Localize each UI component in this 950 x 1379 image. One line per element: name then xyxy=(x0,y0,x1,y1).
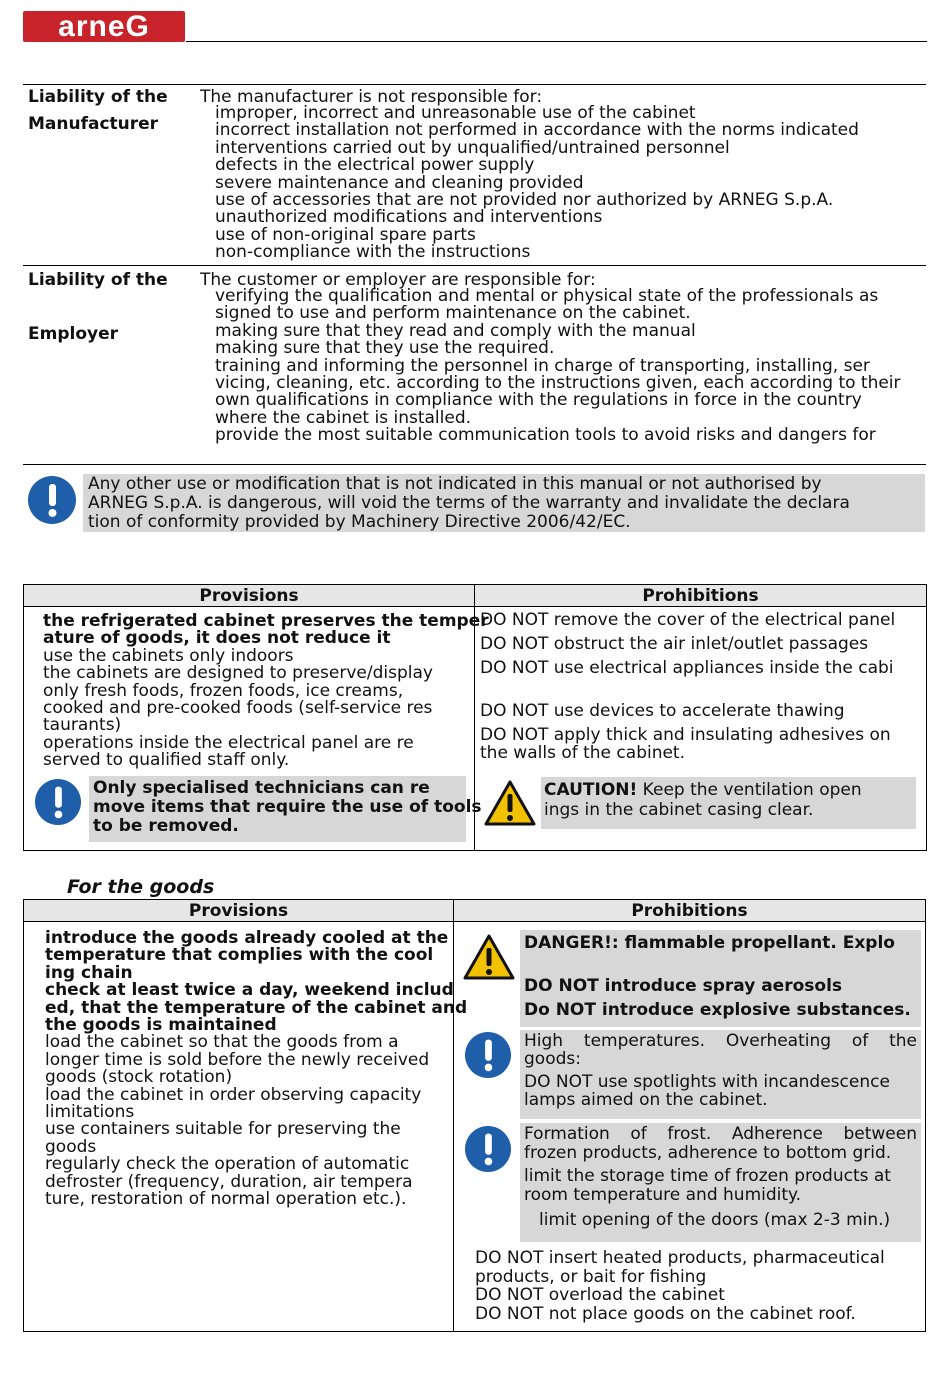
frost-line4: room temperature and humidity. xyxy=(524,1184,802,1205)
exclamation-circle-icon xyxy=(28,476,76,524)
frost-box xyxy=(520,1123,921,1242)
list-item: load the cabinet so that the goods from a xyxy=(45,1032,399,1053)
column-header-provisions: Provisions xyxy=(24,900,454,922)
goods-provisions-cell xyxy=(24,922,468,1332)
list-item: introduce the goods already cooled at the xyxy=(45,928,449,948)
caution-text-line2: ings in the cabinet casing clear. xyxy=(544,800,814,820)
frost-line2: frozen products, adherence to bottom grid. xyxy=(524,1142,892,1163)
list-item: severe maintenance and cleaning provided xyxy=(215,172,584,193)
frost-line3: limit the storage time of frozen products at xyxy=(524,1166,891,1186)
list-item: regularly check the operation of automatic xyxy=(45,1154,410,1175)
list-item: temperature that complies with the cool xyxy=(45,945,434,966)
list-item: move items that require the use of tools xyxy=(93,797,482,817)
exclamation-circle-icon xyxy=(465,1032,511,1078)
provisions-bold-list xyxy=(43,611,489,649)
list-item: DO NOT use devices to accelerate thawing xyxy=(480,701,845,721)
list-item: longer time is sold before the newly received xyxy=(45,1049,430,1070)
heat-line4: lamps aimed on the cabinet. xyxy=(524,1090,768,1110)
list-item: DO NOT not place goods on the cabinet roof. xyxy=(475,1303,856,1324)
list-item: use of non-original spare parts xyxy=(215,224,476,245)
manufacturer-label xyxy=(28,84,198,138)
exclamation-circle-icon xyxy=(35,779,81,825)
list-item: taurants) xyxy=(43,715,122,736)
danger-text xyxy=(520,930,921,1020)
list-item: own qualifications in compliance with the regulations in force in the country xyxy=(215,390,862,411)
technician-note-box xyxy=(89,776,482,842)
list-item: interventions carried out by unqualified/untrained personnel xyxy=(215,137,730,158)
danger-line2: DO NOT introduce spray aerosols xyxy=(524,976,843,996)
danger-box xyxy=(520,930,921,1027)
arneg-logo xyxy=(23,11,185,42)
employer-lead: The customer or employer are responsible for: xyxy=(200,270,596,290)
list-item: served to qualified staff only. xyxy=(43,750,290,771)
warning-triangle-icon xyxy=(462,933,516,981)
goods-table xyxy=(23,899,926,1332)
list-item: defroster (frequency, duration, air tempera xyxy=(45,1171,413,1192)
list-item: tion of conformity provided by Machinery Directive 2006/42/EC. xyxy=(88,512,631,532)
list-item: incorrect installation not performed in accordance with the norms indicated xyxy=(215,120,859,141)
column-header-prohibitions: Prohibitions xyxy=(454,900,926,922)
list-item: DO NOT use electrical appliances inside the cabi xyxy=(480,658,894,678)
list-item: non-compliance with the instructions xyxy=(215,242,531,263)
list-item: operations inside the electrical panel are re xyxy=(43,732,414,753)
list-item: ture, restoration of normal operation etc.). xyxy=(45,1189,407,1210)
manufacturer-list xyxy=(215,105,927,262)
employer-label-line1: Liability of the xyxy=(28,270,168,290)
list-item: ed, that the temperature of the cabinet and xyxy=(45,997,468,1018)
list-item: use the cabinets only indoors xyxy=(43,645,294,666)
provisions-regular-list xyxy=(43,645,471,771)
list-item: DO NOT obstruct the air inlet/outlet passages xyxy=(480,634,869,654)
list-item: training and informing the personnel in charge of transporting, installing, ser xyxy=(215,355,870,376)
list-item: limitations xyxy=(45,1102,135,1123)
employer-label xyxy=(28,267,198,348)
goods-provisions-regular-list xyxy=(45,1034,445,1208)
heat-box xyxy=(520,1030,921,1119)
caution-box xyxy=(541,777,916,829)
list-item: Only specialised technicians can re xyxy=(93,778,430,798)
caution-text xyxy=(541,777,916,820)
section-title-goods: For the goods xyxy=(67,876,215,898)
danger-line3: Do NOT introduce explosive substances. xyxy=(524,1000,911,1020)
section-divider xyxy=(23,464,926,465)
frost-text xyxy=(520,1123,921,1230)
list-item: where the cabinet is installed. xyxy=(215,407,472,428)
list-item: goods xyxy=(45,1136,97,1157)
caution-label: CAUTION! xyxy=(544,780,638,800)
notice-text xyxy=(83,474,925,532)
list-item: making sure that they read and comply with the manual xyxy=(215,320,696,341)
goods-prohibitions-cell xyxy=(454,922,926,1332)
employer-label-line2: Employer xyxy=(28,324,118,344)
list-item: DO NOT remove the cover of the electrical panel xyxy=(480,610,896,630)
goods-provisions-bold-list xyxy=(45,928,468,1036)
heat-line1: High temperatures. Overheating of the xyxy=(524,1031,917,1051)
list-item: vicing, cleaning, etc. according to the instructions given, each according to their xyxy=(215,373,901,394)
heat-text xyxy=(520,1030,921,1109)
list-item: load the cabinet in order observing capacity xyxy=(45,1084,422,1105)
list-item: use containers suitable for preserving the xyxy=(45,1119,401,1140)
frost-line1: Formation of frost. Adherence between xyxy=(524,1124,917,1144)
column-header-provisions: Provisions xyxy=(24,585,475,607)
caution-text-line1: Keep the ventilation open xyxy=(637,780,862,800)
provisions-list xyxy=(43,611,489,771)
list-item: ature of goods, it does not reduce it xyxy=(43,628,391,649)
list-item: signed to use and perform maintenance on the cabinet. xyxy=(215,303,691,324)
manufacturer-lead: The manufacturer is not responsible for: xyxy=(200,87,543,107)
list-item: defects in the electrical power supply xyxy=(215,155,535,176)
list-item: unauthorized modifications and interventions xyxy=(215,207,603,228)
header-divider xyxy=(186,41,927,42)
prohibitions-cell xyxy=(475,607,927,851)
list-item: ing chain xyxy=(45,962,133,983)
column-header-prohibitions: Prohibitions xyxy=(475,585,927,607)
heat-line2: goods: xyxy=(524,1049,581,1069)
list-item: improper, incorrect and unreasonable use of the cabinet xyxy=(215,103,696,123)
list-item: verifying the qualification and mental or physical state of the professionals as xyxy=(215,286,879,306)
goods-provisions-list xyxy=(45,928,468,1210)
list-item: products, or bait for fishing xyxy=(475,1266,707,1287)
frost-line5: limit opening of the doors (max 2-3 min.) xyxy=(539,1210,891,1230)
list-item: making sure that they use the required. xyxy=(215,338,555,359)
logo-text: arneG xyxy=(58,9,150,43)
prohibitions-list xyxy=(480,611,926,771)
list-item: ARNEG S.p.A. is dangerous, will void the terms of the warranty and invalidate the declara xyxy=(88,493,850,513)
manufacturer-label-line2: Manufacturer xyxy=(28,114,159,134)
notice-box xyxy=(83,474,925,532)
list-item: the walls of the cabinet. xyxy=(480,743,686,763)
list-item: cooked and pre-cooked foods (self-service res xyxy=(43,698,433,719)
list-item: provide the most suitable communication tools to avoid risks and dangers for xyxy=(215,425,876,446)
goods-prohibitions-list xyxy=(475,1249,921,1323)
manufacturer-label-line1: Liability of the xyxy=(28,87,168,107)
heat-line3: DO NOT use spotlights with incandescence xyxy=(524,1072,890,1092)
list-item: the refrigerated cabinet preserves the temper xyxy=(43,611,489,631)
employer-list xyxy=(215,288,927,445)
technician-note-text xyxy=(89,776,482,836)
list-item: use of accessories that are not provided nor authorized by ARNEG S.p.A. xyxy=(215,190,834,211)
provisions-cell xyxy=(24,607,489,851)
list-item: DO NOT apply thick and insulating adhesives on xyxy=(480,725,891,745)
list-item: the goods is maintained xyxy=(45,1015,277,1036)
list-item: only fresh foods, frozen foods, ice creams, xyxy=(43,680,404,701)
list-item: goods (stock rotation) xyxy=(45,1067,233,1088)
list-item: Any other use or modification that is not indicated in this manual or not authorised by xyxy=(88,474,822,494)
list-item: the cabinets are designed to preserve/display xyxy=(43,663,433,684)
exclamation-circle-icon xyxy=(465,1126,511,1172)
warning-triangle-icon xyxy=(483,779,537,827)
list-item: DO NOT overload the cabinet xyxy=(475,1285,725,1305)
danger-line1: DANGER!: flammable propellant. Explo xyxy=(524,933,895,953)
section-divider xyxy=(23,265,926,266)
provisions-prohibitions-table xyxy=(23,584,927,851)
list-item: DO NOT insert heated products, pharmaceutical xyxy=(475,1248,885,1268)
list-item: to be removed. xyxy=(93,816,239,836)
list-item: check at least twice a day, weekend includ xyxy=(45,980,454,1001)
